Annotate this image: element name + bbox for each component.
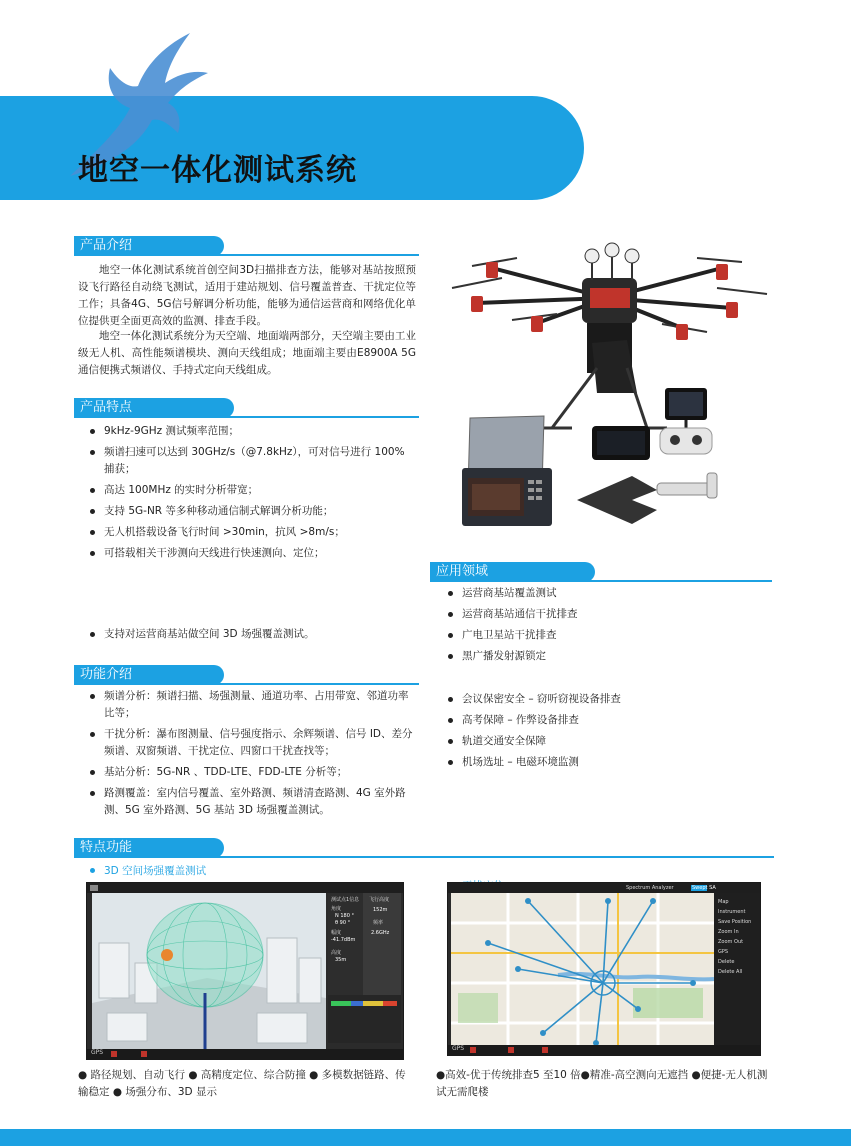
product-image [432,228,822,558]
menu-item-delete[interactable]: Delete [718,959,735,965]
application-item: 轨道交通安全保障 [444,733,764,750]
application-item: 广电卫星站干扰排查 [444,627,764,644]
amp-value: -41.7dBm [331,937,356,943]
menu-item-map[interactable]: Map [718,899,729,905]
menu-item-delete-all[interactable]: Delete All [718,969,743,975]
left-caption: ● 路径规划、自动飞行 ● 高精度定位、综合防撞 ● 多模数据链路、传输稳定 ● 场强分布、3D 显示 [78,1069,406,1098]
application-item: 运营商基站覆盖测试 [444,585,764,602]
feature-item: 支持 5G-NR 等多种移动通信制式解调分析功能； [86,503,418,520]
analyzer-tab: Swept SA [692,885,716,891]
menu-item-instrument[interactable]: Instrument [718,909,746,915]
section-functions-header [74,665,419,685]
feature-item: 高达 100MHz 的实时分析带宽； [86,482,418,499]
interference-map-scene [448,883,760,1055]
panel-title: 测试点1信息 [331,897,360,903]
section-functions-title: 功能介绍 [80,667,133,682]
menu-item-gps[interactable]: GPS [718,949,729,955]
application-item: 机场选址 – 电磁环境监测 [444,754,764,771]
application-list-2 [444,691,764,771]
angle-e-value: θ 90 ° [335,920,351,926]
menu-item-zoom-in[interactable]: Zoom In [718,929,739,935]
gps-label: GPS [452,1045,465,1052]
angle-n-value: N 180 ° [335,913,354,919]
feature-item: 可搭载相关干涉测向天线进行快速测向、定位； [86,545,418,562]
section-features-title: 产品特点 [80,400,133,415]
section-special-header [74,838,774,858]
menu-item-zoom-out[interactable]: Zoom Out [718,939,744,945]
coverage-3d-scene [87,883,403,1059]
feature-item-extra: 支持对运营商基站做空间 3D 场强覆盖测试。 [86,626,418,643]
section-intro-header [74,236,419,256]
feature-item: 9kHz-9GHz 测试频率范围； [86,423,418,440]
features-list [86,423,418,566]
application-item: 会议保密安全 – 窃听窃视设备排查 [444,691,764,708]
special-left-title: 3D 空间场强覆盖测试 [86,863,851,878]
freq-label: 频率 [373,920,384,926]
section-features-header [74,398,419,418]
functions-list [86,688,414,819]
application-item: 运营商基站通信干扰排查 [444,606,764,623]
feature-item: 无人机搭载设备飞行时间 >30min，抗风 >8m/s； [86,524,418,541]
footer-band [0,1129,851,1146]
coverage-3d-screenshot [86,882,404,1060]
height-label: 高度 [331,950,342,956]
side-menu [718,897,751,977]
feature-item: 频谱扫速可以达到 30GHz/s（@7.8kHz），可对信号进行 100% 捕获； [86,444,418,478]
page-title: 地空一体化测试系统 [78,153,357,188]
application-item: 高考保障 – 作弊设备排查 [444,712,764,729]
freq-value: 2.6GHz [371,930,390,936]
application-list-1 [444,585,764,665]
flight-height-label: 飞行高度 [369,897,390,903]
gps-label: GPS [91,1049,104,1056]
right-caption: ●高效-优于传统排查5 至10 倍●精准-高空测向无遮挡 ●便捷-无人机测试无需爬楼 [436,1069,768,1098]
function-item: 频谱分析：频谱扫描、场强测量、通道功率、占用带宽、邻道功率比等； [86,688,414,722]
section-special-title: 特点功能 [80,840,133,855]
section-application-header [430,562,772,582]
interference-map-screenshot [447,882,761,1056]
function-item: 基站分析：5G-NR 、TDD-LTE、FDD-LTE 分析等； [86,764,414,781]
section-application-title: 应用领域 [436,564,489,579]
height-value: 35m [335,957,347,963]
intro-paragraph-1: 地空一体化测试系统首创空间3D扫描排查方法，能够对基站按照预设飞行路径自动绕飞测试，适用于建站规划、信号覆盖普查、干扰定位等工作；具备4G、5G信号解调分析功能，能够为通信运营商和网络优化单位提供更全面更高效的监测、排查手段。 [78,264,416,327]
application-item: 黑广播发射源锁定 [444,648,764,665]
analyzer-title: Spectrum Analyzer [626,885,674,891]
flight-height-value: 152m [373,907,388,913]
menu-item-save-position[interactable]: Save Position [718,919,752,925]
amp-label: 幅度 [331,930,342,936]
function-item: 路测覆盖：室内信号覆盖、室外路测、频谱清查路测、4G 室外路测、5G 室外路测、5G 基站 3D 场强覆盖测试。 [86,785,414,819]
function-item: 干扰分析：瀑布图测量、信号强度指示、余辉频谱、信号 ID、差分频谱、双窗频谱、干扰定位、四窗口干扰查找等； [86,726,414,760]
features-extra-list [86,626,418,643]
angle-label: 角度 [331,906,342,912]
section-intro-title: 产品介绍 [80,238,133,253]
intro-paragraph-2: 地空一体化测试系统分为天空端、地面端两部分，天空端主要由工业级无人机、高性能频谱模块、测向天线组成；地面端主要由E8900A 5G通信便携式频谱仪、手持式定向天线组成。 [78,330,416,376]
